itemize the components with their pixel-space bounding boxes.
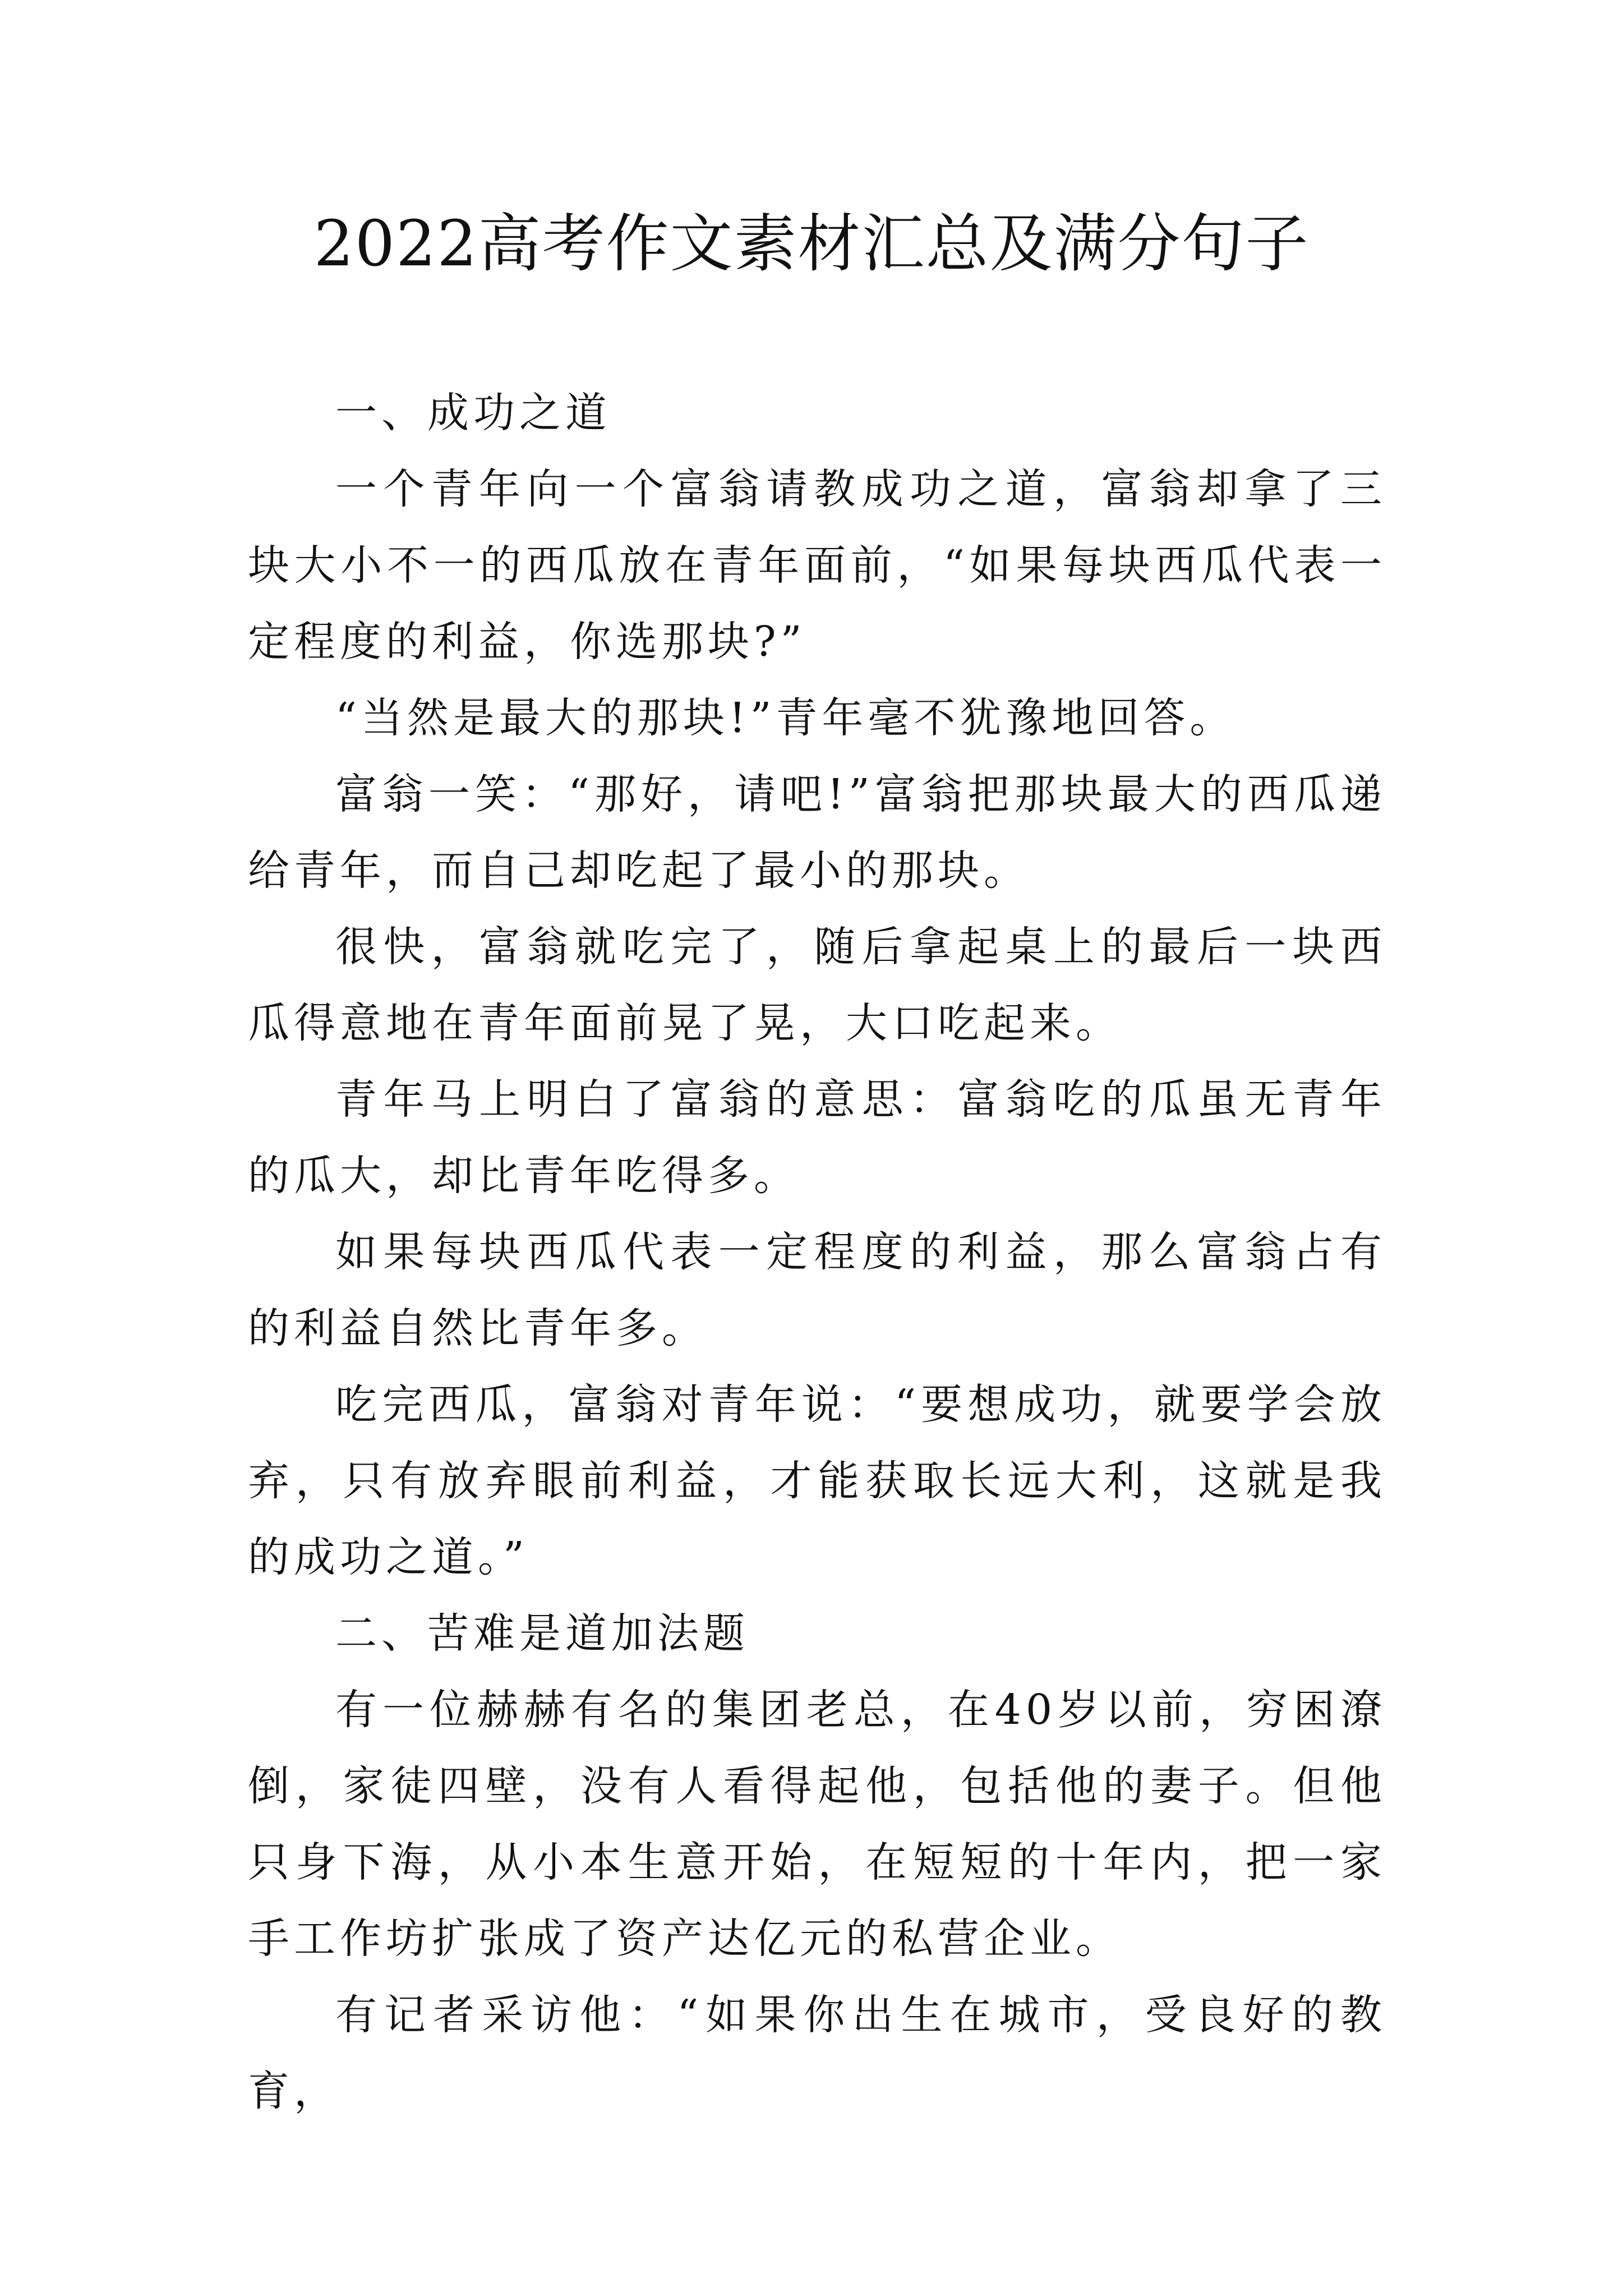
paragraph: 一个青年向一个富翁请教成功之道，富翁却拿了三块大小不一的西瓜放在青年面前，“如果每块西瓜代表一定程度的利益，你选那块?” bbox=[248, 465, 1386, 666]
paragraph: “当然是最大的那块!”青年毫不犹豫地回答。 bbox=[335, 694, 1236, 742]
paragraph: 如果每块西瓜代表一定程度的利益，那么富翁占有的利益自然比青年多。 bbox=[248, 1228, 1386, 1352]
paragraph: 有记者采访他：“如果你出生在城市，受良好的教育， bbox=[248, 1991, 1386, 2115]
document-title: 2022高考作文素材汇总及满分句子 bbox=[313, 208, 1310, 280]
paragraph: 吃完西瓜，富翁对青年说：“要想成功，就要学会放弃，只有放弃眼前利益，才能获取长远大利，这就是我的成功之道。” bbox=[248, 1381, 1386, 1581]
document-body bbox=[248, 375, 1386, 2129]
section-heading: 一、成功之道 bbox=[335, 389, 611, 437]
paragraph: 青年马上明白了富翁的意思：富翁吃的瓜虽无青年的瓜大，却比青年吃得多。 bbox=[248, 1075, 1386, 1200]
paragraph: 富翁一笑：“那好，请吧!”富翁把那块最大的西瓜递给青年，而自己却吃起了最小的那块。 bbox=[248, 770, 1386, 895]
section-heading: 二、苦难是道加法题 bbox=[335, 1609, 749, 1658]
paragraph: 有一位赫赫有名的集团老总，在40岁以前，穷困潦倒，家徒四壁，没有人看得起他，包括他的妻子。但他只身下海，从小本生意开始，在短短的十年内，把一家手工作坊扩张成了资产达亿元的私营企业。 bbox=[248, 1686, 1386, 1963]
paragraph: 很快，富翁就吃完了，随后拿起桌上的最后一块西瓜得意地在青年面前晃了晃，大口吃起来。 bbox=[248, 923, 1386, 1047]
